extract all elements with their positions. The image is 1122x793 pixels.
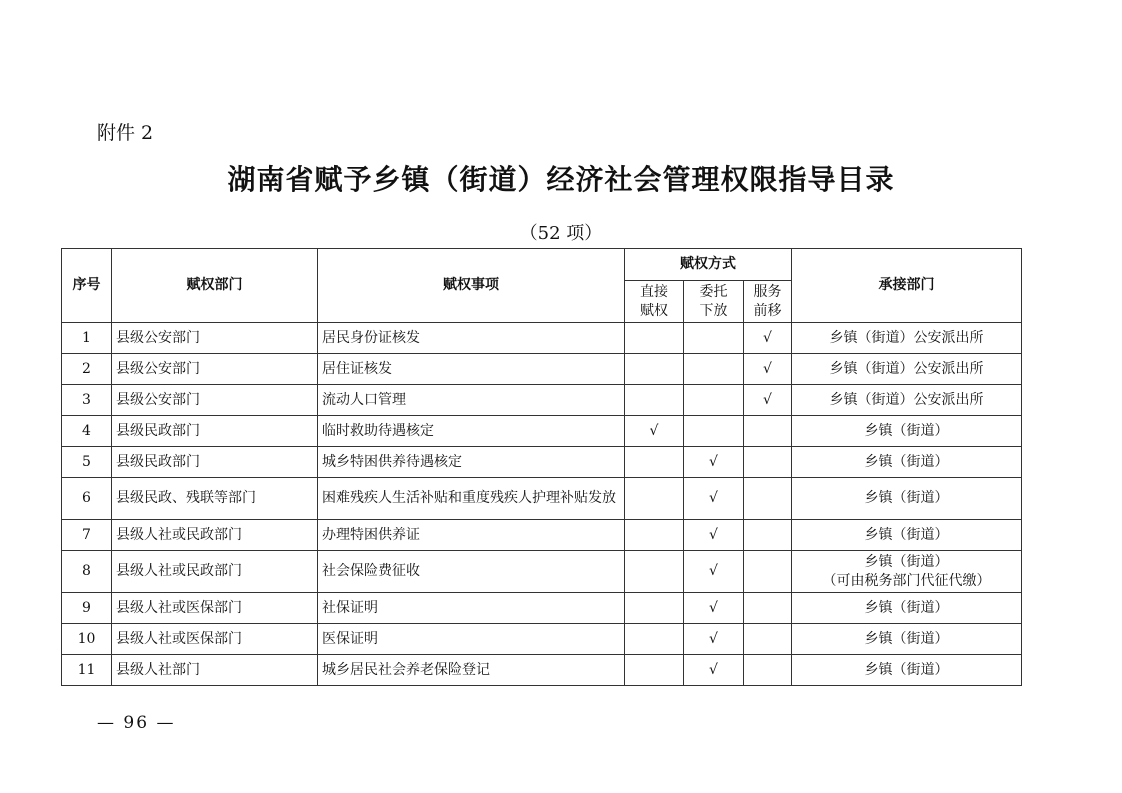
cell-seq: 6: [62, 478, 112, 520]
cell-receiver: [792, 447, 1022, 478]
cell-seq: 4: [62, 416, 112, 447]
cell-entrust: [684, 416, 744, 447]
cell-entrust: [684, 323, 744, 354]
cell-service: [744, 478, 792, 520]
cell-direct: [625, 447, 684, 478]
cell-item: 办理特困供养证: [318, 520, 625, 551]
cell-dept: 县级人社或医保部门: [112, 593, 318, 624]
table-row: [62, 655, 1022, 686]
cell-dept: 县级人社部门: [112, 655, 318, 686]
cell-dept: 县级公安部门: [112, 323, 318, 354]
table-row: [62, 520, 1022, 551]
cell-seq: 5: [62, 447, 112, 478]
cell-receiver: [792, 478, 1022, 520]
cell-service: [744, 447, 792, 478]
header-direct-line1: 直接: [640, 283, 668, 300]
cell-entrust: √: [684, 478, 744, 520]
cell-receiver: [792, 593, 1022, 624]
cell-receiver: [792, 551, 1022, 593]
receiver-text: 乡镇（街道）: [864, 661, 949, 678]
document-title: 湖南省赋予乡镇（街道）经济社会管理权限指导目录: [227, 163, 895, 196]
cell-service: [744, 624, 792, 655]
cell-receiver: [792, 520, 1022, 551]
header-seq: 序号: [62, 249, 112, 323]
cell-entrust: √: [684, 447, 744, 478]
cell-seq: 3: [62, 385, 112, 416]
cell-seq: 2: [62, 354, 112, 385]
receiver-text: 乡镇（街道）: [864, 553, 949, 570]
cell-dept: 县级人社或民政部门: [112, 551, 318, 593]
header-entrust-line1: 委托: [699, 283, 728, 300]
receiver-text: 乡镇（街道）: [864, 422, 949, 439]
table-row: [62, 416, 1022, 447]
cell-entrust: [684, 354, 744, 385]
cell-dept: 县级民政部门: [112, 447, 318, 478]
receiver-text: 乡镇（街道）公安派出所: [829, 329, 984, 346]
receiver-note: （可由税务部门代征代缴）: [822, 572, 991, 589]
cell-dept: 县级民政部门: [112, 416, 318, 447]
cell-receiver: [792, 624, 1022, 655]
header-receiver: 承接部门: [792, 249, 1022, 323]
cell-seq: 9: [62, 593, 112, 624]
table-row: [62, 354, 1022, 385]
table-row: [62, 323, 1022, 354]
header-direct: [625, 281, 684, 323]
cell-service: [744, 416, 792, 447]
cell-entrust: √: [684, 624, 744, 655]
cell-item: 临时救助待遇核定: [318, 416, 625, 447]
cell-entrust: [684, 385, 744, 416]
cell-entrust: √: [684, 520, 744, 551]
cell-direct: [625, 323, 684, 354]
cell-seq: 7: [62, 520, 112, 551]
cell-receiver: [792, 416, 1022, 447]
header-service-line1: 服务: [753, 283, 782, 300]
cell-dept: 县级人社或民政部门: [112, 520, 318, 551]
cell-direct: [625, 624, 684, 655]
header-service-line2: 前移: [753, 302, 782, 319]
authority-catalog-table: [61, 248, 1022, 686]
receiver-text: 乡镇（街道）公安派出所: [829, 391, 984, 408]
cell-entrust: √: [684, 593, 744, 624]
cell-item: 医保证明: [318, 624, 625, 655]
cell-dept: 县级民政、残联等部门: [112, 478, 318, 520]
table-row: [62, 385, 1022, 416]
cell-service: √: [744, 354, 792, 385]
receiver-text: 乡镇（街道）: [864, 599, 949, 616]
cell-dept: 县级公安部门: [112, 385, 318, 416]
table-row: [62, 478, 1022, 520]
cell-item: 困难残疾人生活补贴和重度残疾人护理补贴发放: [318, 478, 625, 520]
cell-service: √: [744, 323, 792, 354]
cell-item: 城乡特困供养待遇核定: [318, 447, 625, 478]
item-count: （52 项）: [519, 223, 603, 244]
cell-direct: [625, 551, 684, 593]
cell-service: [744, 520, 792, 551]
header-item: 赋权事项: [318, 249, 625, 323]
cell-receiver: [792, 385, 1022, 416]
receiver-text: 乡镇（街道）: [864, 630, 949, 647]
cell-seq: 10: [62, 624, 112, 655]
cell-dept: 县级人社或医保部门: [112, 624, 318, 655]
receiver-text: 乡镇（街道）: [864, 490, 949, 506]
cell-item: 流动人口管理: [318, 385, 625, 416]
cell-direct: √: [625, 416, 684, 447]
page-number: — 96 —: [97, 713, 176, 733]
cell-direct: [625, 520, 684, 551]
cell-entrust: √: [684, 551, 744, 593]
cell-seq: 11: [62, 655, 112, 686]
cell-item: 居住证核发: [318, 354, 625, 385]
table-row: [62, 593, 1022, 624]
cell-direct: [625, 478, 684, 520]
table-row: [62, 624, 1022, 655]
cell-direct: [625, 385, 684, 416]
cell-direct: [625, 655, 684, 686]
cell-seq: 8: [62, 551, 112, 593]
receiver-text: 乡镇（街道）: [864, 453, 949, 470]
cell-seq: 1: [62, 323, 112, 354]
header-service: [744, 281, 792, 323]
cell-direct: [625, 354, 684, 385]
cell-service: [744, 551, 792, 593]
cell-entrust: √: [684, 655, 744, 686]
cell-item: 城乡居民社会养老保险登记: [318, 655, 625, 686]
cell-service: [744, 655, 792, 686]
table-row: [62, 447, 1022, 478]
header-method: 赋权方式: [625, 249, 792, 281]
attachment-label: 附件 2: [97, 122, 154, 144]
cell-dept: 县级公安部门: [112, 354, 318, 385]
header-dept: 赋权部门: [112, 249, 318, 323]
cell-item: 居民身份证核发: [318, 323, 625, 354]
cell-service: √: [744, 385, 792, 416]
header-direct-line2: 赋权: [640, 302, 668, 319]
cell-receiver: [792, 354, 1022, 385]
receiver-text: 乡镇（街道）公安派出所: [829, 360, 984, 377]
cell-service: [744, 593, 792, 624]
cell-receiver: [792, 323, 1022, 354]
header-entrust-line2: 下放: [699, 302, 728, 319]
header-entrust: [684, 281, 744, 323]
cell-direct: [625, 593, 684, 624]
cell-item: 社保证明: [318, 593, 625, 624]
receiver-text: 乡镇（街道）: [864, 526, 949, 543]
cell-receiver: [792, 655, 1022, 686]
cell-item: 社会保险费征收: [318, 551, 625, 593]
table-row: [62, 551, 1022, 593]
